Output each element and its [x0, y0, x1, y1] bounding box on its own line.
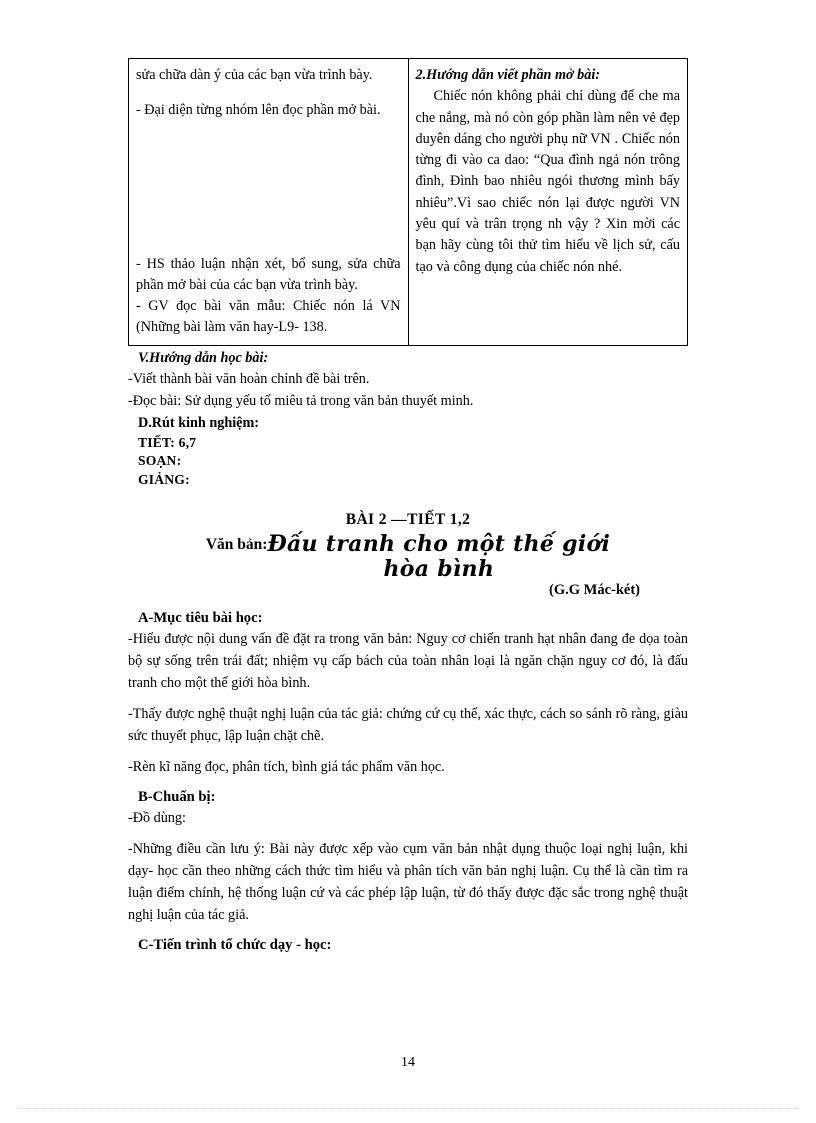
- section-a: [128, 610, 688, 778]
- section-b-paragraph-2: -Những điều cần lưu ý: Bài này được xếp vào cụm văn bản nhật dụng thuộc loại nghị luận, khi dạy- học cần theo những cách thức tìm hiểu và phân tích văn bản nghị luận. Cụ thể là cần tìm ra luận điểm chính, hệ thống luận cứ và các phép lập luận, từ đó thấy được đặc sắc trong nghệ thuật nghị luận của tác giả.: [128, 841, 688, 924]
- lesson-title-line-1: Đấu tranh cho một thế giới: [267, 531, 611, 558]
- section-c: [128, 937, 688, 954]
- tiet-label: TIẾT: 6,7: [138, 435, 197, 451]
- after-table-block: [128, 348, 688, 489]
- vanban-label: Văn bản:: [205, 536, 268, 554]
- left-cell-line-4: - GV đọc bài văn mẫu: Chiếc nón lá VN (Những bài làm văn hay-L9- 138.: [136, 298, 401, 336]
- lesson-title-row: [128, 532, 688, 581]
- cell-spacer: [136, 136, 401, 254]
- section-a-paragraph-3: -Rèn kĩ năng đọc, phân tích, bình giá tác phẩm văn học.: [128, 759, 445, 776]
- lesson-author: (G.G Mác-két): [549, 582, 640, 599]
- lesson-title-block: [128, 511, 688, 599]
- lesson-title-line-2: hòa bình: [383, 555, 495, 582]
- table-row: [129, 59, 688, 346]
- lesson-plan-table: [128, 58, 688, 346]
- left-cell-line-2: - Đại diện từng nhóm lên đọc phần mở bài.: [136, 102, 381, 119]
- section-b: [128, 789, 688, 926]
- left-cell-line-1: sửa chữa dàn ý của các bạn vừa trình bày.: [136, 67, 373, 83]
- section-a-paragraph-2: -Thấy được nghệ thuật nghị luận của tác giả: chứng cứ cụ thể, xác thực, cách so sánh rõ ràng, giàu sức thuyết phục, lập luận chặt chẽ.: [128, 706, 688, 745]
- section-v-line-1: -Viết thành bài văn hoàn chỉnh đề bài trên.: [128, 371, 370, 388]
- table-cell-right: [408, 59, 688, 346]
- section-b-heading: B-Chuẩn bị:: [138, 789, 216, 806]
- section-b-paragraph-1: -Đồ dùng:: [128, 810, 186, 827]
- giang-label: GIẢNG:: [138, 471, 190, 487]
- section-a-heading: A-Mục tiêu bài học:: [138, 610, 263, 627]
- soan-label: SOẠN:: [138, 453, 182, 469]
- section-d-heading: D.Rút kinh nghiệm:: [138, 414, 260, 431]
- page-number: 14: [401, 1055, 415, 1070]
- table-cell-left: [129, 59, 409, 346]
- section-c-heading: C-Tiến trình tổ chức dạy - học:: [138, 937, 332, 954]
- lesson-bai-title: BÀI 2 —TIẾT 1,2: [345, 511, 471, 529]
- document-content: [128, 58, 688, 955]
- left-cell-line-3: - HS thảo luận nhận xét, bổ sung, sửa chữa phần mở bài của các bạn vừa trình bày.: [136, 255, 401, 293]
- right-cell-heading: 2.Hướng dẫn viết phần mở bài:: [415, 67, 601, 83]
- section-v-heading: V.Hướng dẫn học bài:: [138, 349, 269, 366]
- section-a-paragraph-1: -Hiểu được nội dung vấn đề đặt ra trong văn bản: Nguy cơ chiến tranh hạt nhân đang đe dọa toàn bộ sự sống trên trái đất; nhiệm vụ cấp bách của toàn nhân loại là ngăn chặn nguy cơ đó, là đấu tranh cho một thế giới hòa bình.: [128, 631, 688, 692]
- right-cell-paragraph: Chiếc nón không phải chỉ dùng để che ma che nắng, mà nó còn góp phần làm nên vẻ đẹp duyên dáng cho người phụ nữ VN . Chiếc nón từng đi vào ca dao: “Qua đình ngả nón trông đình, Đình bao nhiêu ngói thương mình bấy nhiêu”.Vì sao chiếc nón lại được người VN yêu quí và trân trọng nh vậy ? Xin mời các bạn hãy cùng tôi thử tìm hiểu về lịch sử, cấu tạo và công dụng của chiếc nón nhé.: [415, 88, 680, 275]
- footer-divider: [18, 1108, 798, 1109]
- lesson-title-script: [267, 532, 610, 581]
- section-v-line-2: -Đọc bài: Sử dụng yếu tố miêu tả trong văn bản thuyết minh.: [128, 392, 474, 409]
